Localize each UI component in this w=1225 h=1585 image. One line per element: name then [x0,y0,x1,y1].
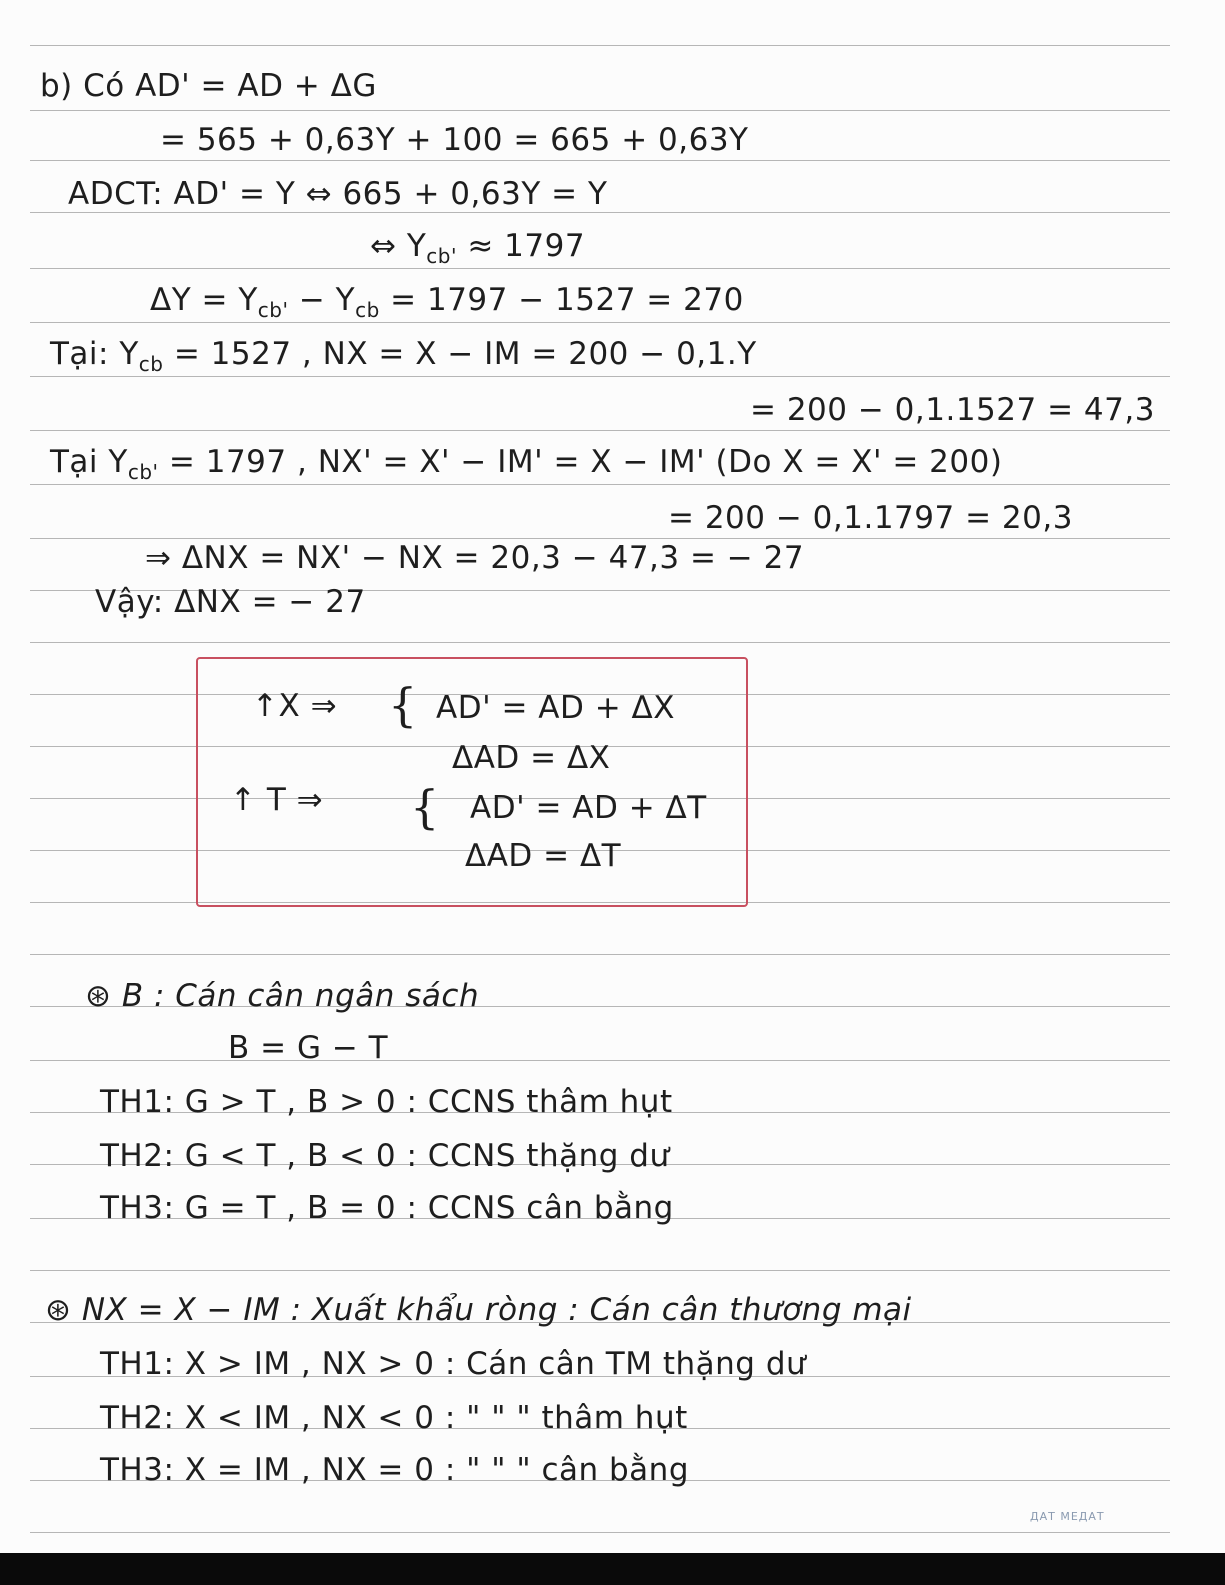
line-tai-ycb-prime [50,444,1002,484]
scan-bottom-edge [0,1553,1225,1585]
ruled-line [30,45,1170,46]
box-x-line2: ΔAD = ΔX [452,740,611,776]
equiv-y-text: ⇔ Y [370,228,427,264]
box-t-line2: ΔAD = ΔT [465,838,622,874]
delta-y-text: ΔY = Y [150,282,258,318]
tai2-sub: cb' [127,460,159,485]
line-nx-value: = 200 − 0,1.1527 = 47,3 [750,392,1155,428]
brace-icon: { [388,678,418,732]
ruled-line [30,212,1170,213]
trade-case-1: TH1: X > IM , NX > 0 : Cán cân TM thặng dư [100,1346,807,1382]
line-b-ad-prime: b) Có AD' = AD + ΔG [40,68,377,104]
delta-y-sub2: cb [355,298,380,323]
ycb-prime-value: ≈ 1797 [467,228,586,264]
budget-case-2: TH2: G < T , B < 0 : CCNS thặng dư [100,1138,670,1174]
line-adct: ADCT: AD' = Y ⇔ 665 + 0,63Y = Y [68,176,608,212]
ruled-line [30,642,1170,643]
budget-formula: B = G − T [228,1030,389,1066]
tai1-label: Tại: Y [50,336,139,372]
ruled-line [30,1532,1170,1533]
ruled-line [30,110,1170,111]
ruled-line [30,1270,1170,1271]
line-tai-ycb [50,336,757,376]
delta-y-tail: = 1797 − 1527 = 270 [390,282,744,318]
delta-y-sub1: cb' [257,298,289,323]
trade-case-2: TH2: X < IM , NX < 0 : " " " thâm hụt [100,1400,688,1436]
delta-y-minus: − Y [298,282,356,318]
budget-case-1: TH1: G > T , B > 0 : CCNS thâm hụt [100,1084,673,1120]
budget-case-3: TH3: G = T , B = 0 : CCNS cân bằng [100,1190,674,1226]
ruled-line [30,268,1170,269]
tai1-rest: = 1527 , NX = X − IM = 200 − 0,1.Y [173,336,757,372]
box-t-line1: AD' = AD + ΔT [470,790,707,826]
brace-icon: { [410,780,440,834]
ruled-line [30,538,1170,539]
box-x-line1: AD' = AD + ΔX [436,690,675,726]
trade-case-3: TH3: X = IM , NX = 0 : " " " cân bằng [100,1452,690,1488]
line-vay: Vậy: ΔNX = − 27 [95,584,366,620]
box-t-up: ↑ T ⇒ [230,782,324,818]
ycb-prime-subscript: cb' [426,244,457,269]
ruled-line [30,160,1170,161]
line-delta-y [150,282,744,322]
line-nx-prime-value: = 200 − 0,1.1797 = 20,3 [668,500,1073,536]
ruled-line [30,1060,1170,1061]
line-ycb-prime [370,228,585,268]
watermark: ДАТ МЕДАТ [1030,1510,1105,1523]
trade-heading: ⊛ NX = X − IM : Xuất khẩu ròng : Cán cân thương mại [45,1292,912,1328]
box-x-up: ↑X ⇒ [252,688,338,724]
line-delta-nx: ⇒ ΔNX = NX' − NX = 20,3 − 47,3 = − 27 [145,540,805,576]
tai2-label: Tại Y [50,444,128,480]
budget-heading: ⊛ B : Cán cân ngân sách [85,978,480,1014]
line-ad-expansion: = 565 + 0,63Y + 100 = 665 + 0,63Y [160,122,749,158]
tai1-sub: cb [138,352,164,377]
tai2-rest: = 1797 , NX' = X' − IM' = X − IM' (Do X = X' = 200) [168,444,1003,480]
ruled-line [30,954,1170,955]
ruled-line [30,430,1170,431]
